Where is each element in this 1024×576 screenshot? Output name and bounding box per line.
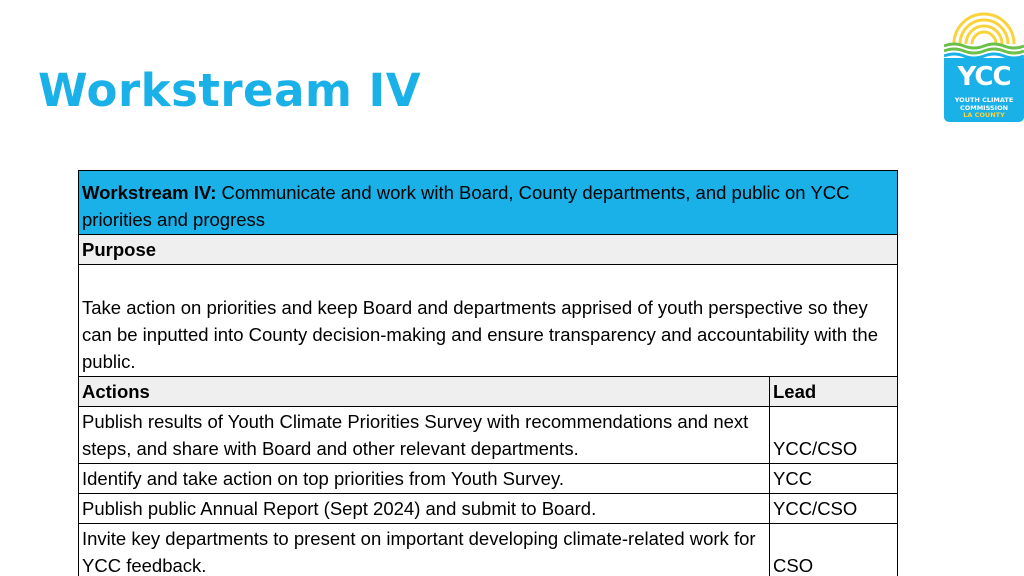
table-header-row [79, 171, 898, 235]
lead-label: Lead [770, 377, 898, 407]
purpose-label-row [79, 235, 898, 265]
page-title: Workstream IV [38, 64, 422, 117]
workstream-table [78, 170, 898, 576]
sun-waves-icon [944, 0, 1024, 62]
table-row [79, 524, 898, 576]
purpose-text: Take action on priorities and keep Board and departments apprised of youth perspective so they can be inputted into County decision-making and ensure transparency and accountability with the public. [79, 265, 898, 377]
table-row [79, 407, 898, 464]
lead-cell: YCC/CSO [770, 494, 898, 524]
purpose-text-row [79, 265, 898, 377]
header-text: Communicate and work with Board, County departments, and public on YCC priorities and progress [82, 182, 850, 230]
lead-cell: YCC/CSO [770, 407, 898, 464]
logo-line-3: LA COUNTY [963, 111, 1005, 119]
header-label: Workstream IV: [82, 182, 217, 203]
action-cell: Publish public Annual Report (Sept 2024) and submit to Board. [79, 494, 770, 524]
logo-line-2: COMMISSION [959, 104, 1009, 112]
table-header-cell [79, 171, 898, 235]
table-row [79, 464, 898, 494]
lead-cell: CSO [770, 524, 898, 576]
ycc-logo [944, 0, 1024, 122]
lead-cell: YCC [770, 464, 898, 494]
action-cell: Invite key departments to present on important developing climate-related work for YCC feedback. [79, 524, 770, 576]
logo-mark: YCC [957, 62, 1011, 92]
actions-label: Actions [79, 377, 770, 407]
table-row [79, 494, 898, 524]
actions-header-row [79, 377, 898, 407]
purpose-label: Purpose [79, 235, 898, 265]
logo-line-1: YOUTH CLIMATE [954, 96, 1014, 104]
action-cell: Publish results of Youth Climate Priorities Survey with recommendations and next steps, and share with Board and other relevant departments. [79, 407, 770, 464]
action-cell: Identify and take action on top priorities from Youth Survey. [79, 464, 770, 494]
